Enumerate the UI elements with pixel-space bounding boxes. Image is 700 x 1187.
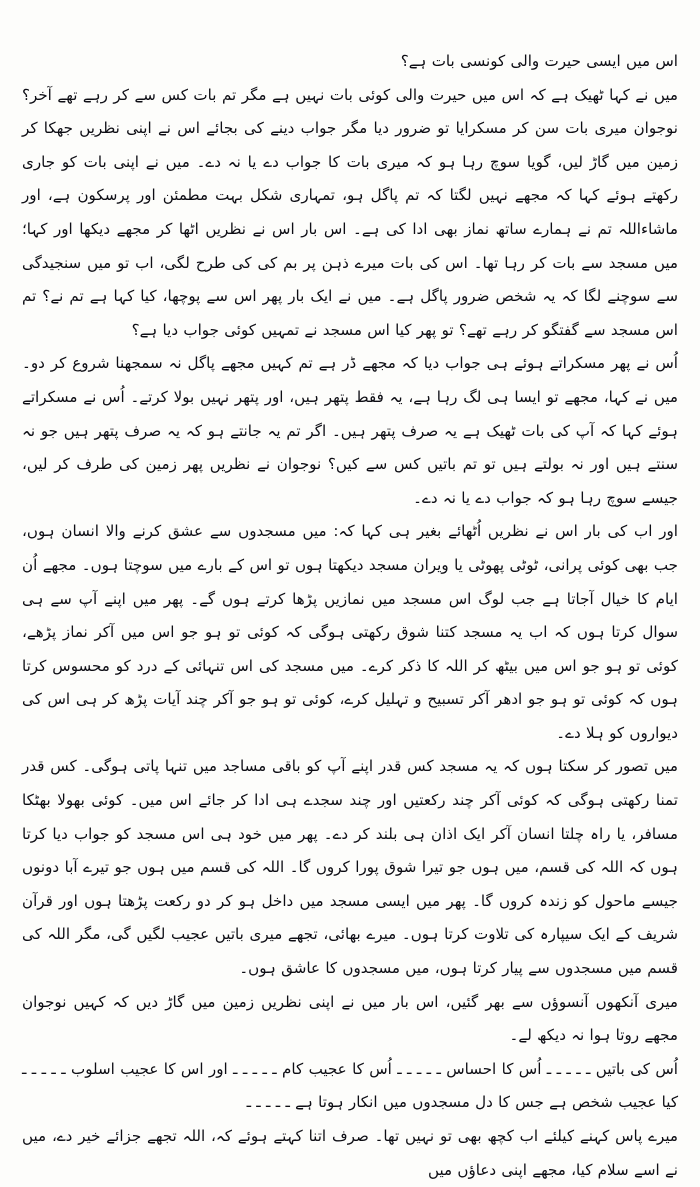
paragraph-narrator-tears: میری آنکھوں آنسوؤں سے بھر گئیں، اس بار میں نے اپنی نظریں زمین میں گاڑ دیں کہ کہیں نوجوان مجھے روتا ہوا نہ دیکھ لے۔: [22, 992, 678, 1045]
paragraph-mosque-loneliness: میں تصور کر سکتا ہوں کہ یہ مسجد کس قدر اپنے آپ کو باقی مساجد میں تنہا پاتی ہوگی۔ کس قدر تمنا رکھتی ہوگی کہ کوئی آکر چند رکعتیں اور چند سجدے ہی ادا کر جائے اس میں۔ کوئی بھولا بھٹکا مسافر، یا راہ چلتا انسان آکر ایک اذان ہی بلند کر دے۔ پھر میں خود ہی اس مسجد کو جواب دیا کرتا ہوں کہ اللہ کی قسم، میں ہوں جو تیرا شوق پورا کروں گا۔ اللہ کی قسم میں ہوں جو تیرے آبا دونوں جیسے ماحول کو زندہ کروں گا۔ پھر میں ایسی مسجد میں داخل ہو کر دو رکعت پڑھتا ہوں اور قرآن شریف کے ایک سیپارہ کی تلاوت کرتا ہوں۔ میرے بھائی، تجھے میری باتیں عجیب لگیں گی، مگر اللہ کی قسم میں مسجدوں سے پیار کرتا ہوں، میں مسجدوں کا عاشق ہوں۔: [22, 757, 678, 978]
paragraph-strange-person-reflection: اُس کی باتیں ـ ـ ـ ـ ـ اُس کا احساس ـ ـ ـ ـ ـ اُس کا عجیب کام ـ ـ ـ ـ ـ اور اس کا عجیب اسلوب ـ ـ ـ ـ ـ کیا عجیب شخص ہے جس کا دل مسجدوں میں انکار ہوتا ہے ـ ـ ـ ـ ـ: [22, 1059, 678, 1112]
paragraph-mosque-love-confession: اور اب کی بار اس نے نظریں اُٹھائے بغیر ہی کہا کہ: میں مسجدوں سے عشق کرنے والا انسان ہوں، جب بھی کوئی پرانی، ٹوٹی پھوٹی یا ویران مسجد دیکھتا ہوں تو اس کے بارے میں سوچتا ہوں۔ مجھے اُن ایام کا خیال آجاتا ہے جب لوگ اس مسجد میں نمازیں پڑھا کرتے ہوں گے۔ پھر میں اپنے آپ سے ہی سوال کرتا ہوں کہ اب یہ مسجد کتنا شوق رکھتی ہوگی کہ کوئی تو ہو جو اس میں آکر نماز پڑھے، کوئی تو ہو جو اس میں بیٹھ کر اللہ کا ذکر کرے۔ میں مسجد کی اس تنہائی کے درد کو محسوس کرتا ہوں کہ کوئی تو ہو جو ادھر آکر تسبیح و تہلیل کرے، کوئی تو ہو جو آکر چند آیات پڑھ کر ہی اس کی دیواروں کو ہلا دے۔: [22, 522, 678, 742]
document-body: [22, 45, 678, 1187]
paragraph-opening-question: اس میں ایسی حیرت والی کونسی بات ہے؟: [400, 52, 678, 70]
paragraph-narrator-reply: میں نے کہا ٹھیک ہے کہ اس میں حیرت والی کوئی بات نہیں ہے مگر تم بات کس سے کر رہے تھے آخر؟ نوجوان میری بات سن کر مسکرایا تو ضرور دیا مگر جواب دینے کی بجائے اس نے اپنی نظریں جھکا کر زمین میں گاڑ لیں، گویا سوچ رہا ہو کہ میری بات کا جواب دے یا نہ دے۔ میں نے اپنی بات کو جاری رکھتے ہوئے کہا کہ مجھے نہیں لگتا کہ تم پاگل ہو، تمہاری شکل بہت مطمئن اور پرسکون ہے، اور ماشاءاللہ تم نے ہمارے ساتھ نماز بھی ادا کی ہے۔ اس بار اس نے نظریں اٹھا کر مجھے دیکھا اور کہا؛ میں مسجد سے بات کر رہا تھا۔ اس کی بات میرے ذہن پر بم کی کی طرح لگی، اب تو میں سنجیدگی سے سوچنے لگا کہ یہ شخص ضرور پاگل ہے۔ میں نے ایک بار پھر اس سے پوچھا، کیا کہا ہے تم نے؟ تم اس مسجد سے گفتگو کر رہے تھے؟ تو پھر کیا اس مسجد نے تمہیں کوئی جواب دیا ہے؟: [22, 85, 678, 339]
paragraph-youth-smile-stones: اُس نے پھر مسکراتے ہوئے ہی جواب دیا کہ مجھے ڈر ہے تم کہیں مجھے پاگل نہ سمجھنا شروع کر دو۔ میں نے کہا، مجھے تو ایسا ہی لگ رہا ہے، یہ فقط پتھر ہیں، اور پتھر نہیں بولا کرتے۔ اُس نے مسکراتے ہوئے کہا کہ آپ کی بات ٹھیک ہے یہ صرف پتھر ہیں۔ اگر تم یہ جانتے ہو کہ یہ صرف پتھر ہیں جو نہ سنتے ہیں اور نہ بولتے ہیں تو تم باتیں کس سے کیں؟ نوجوان نے نظریں پھر زمین کی طرف کر لیں، جیسے سوچ رہا ہو کہ جواب دے یا نہ دے۔: [22, 354, 678, 507]
paragraph-farewell: میرے پاس کہنے کیلئے اب کچھ بھی تو نہیں تھا۔ صرف اتنا کہتے ہوئے کہ، اللہ تجھے جزائے خیر دے، میں نے اسے سلام کیا، مجھے اپنی دعاؤں میں: [22, 1127, 678, 1179]
